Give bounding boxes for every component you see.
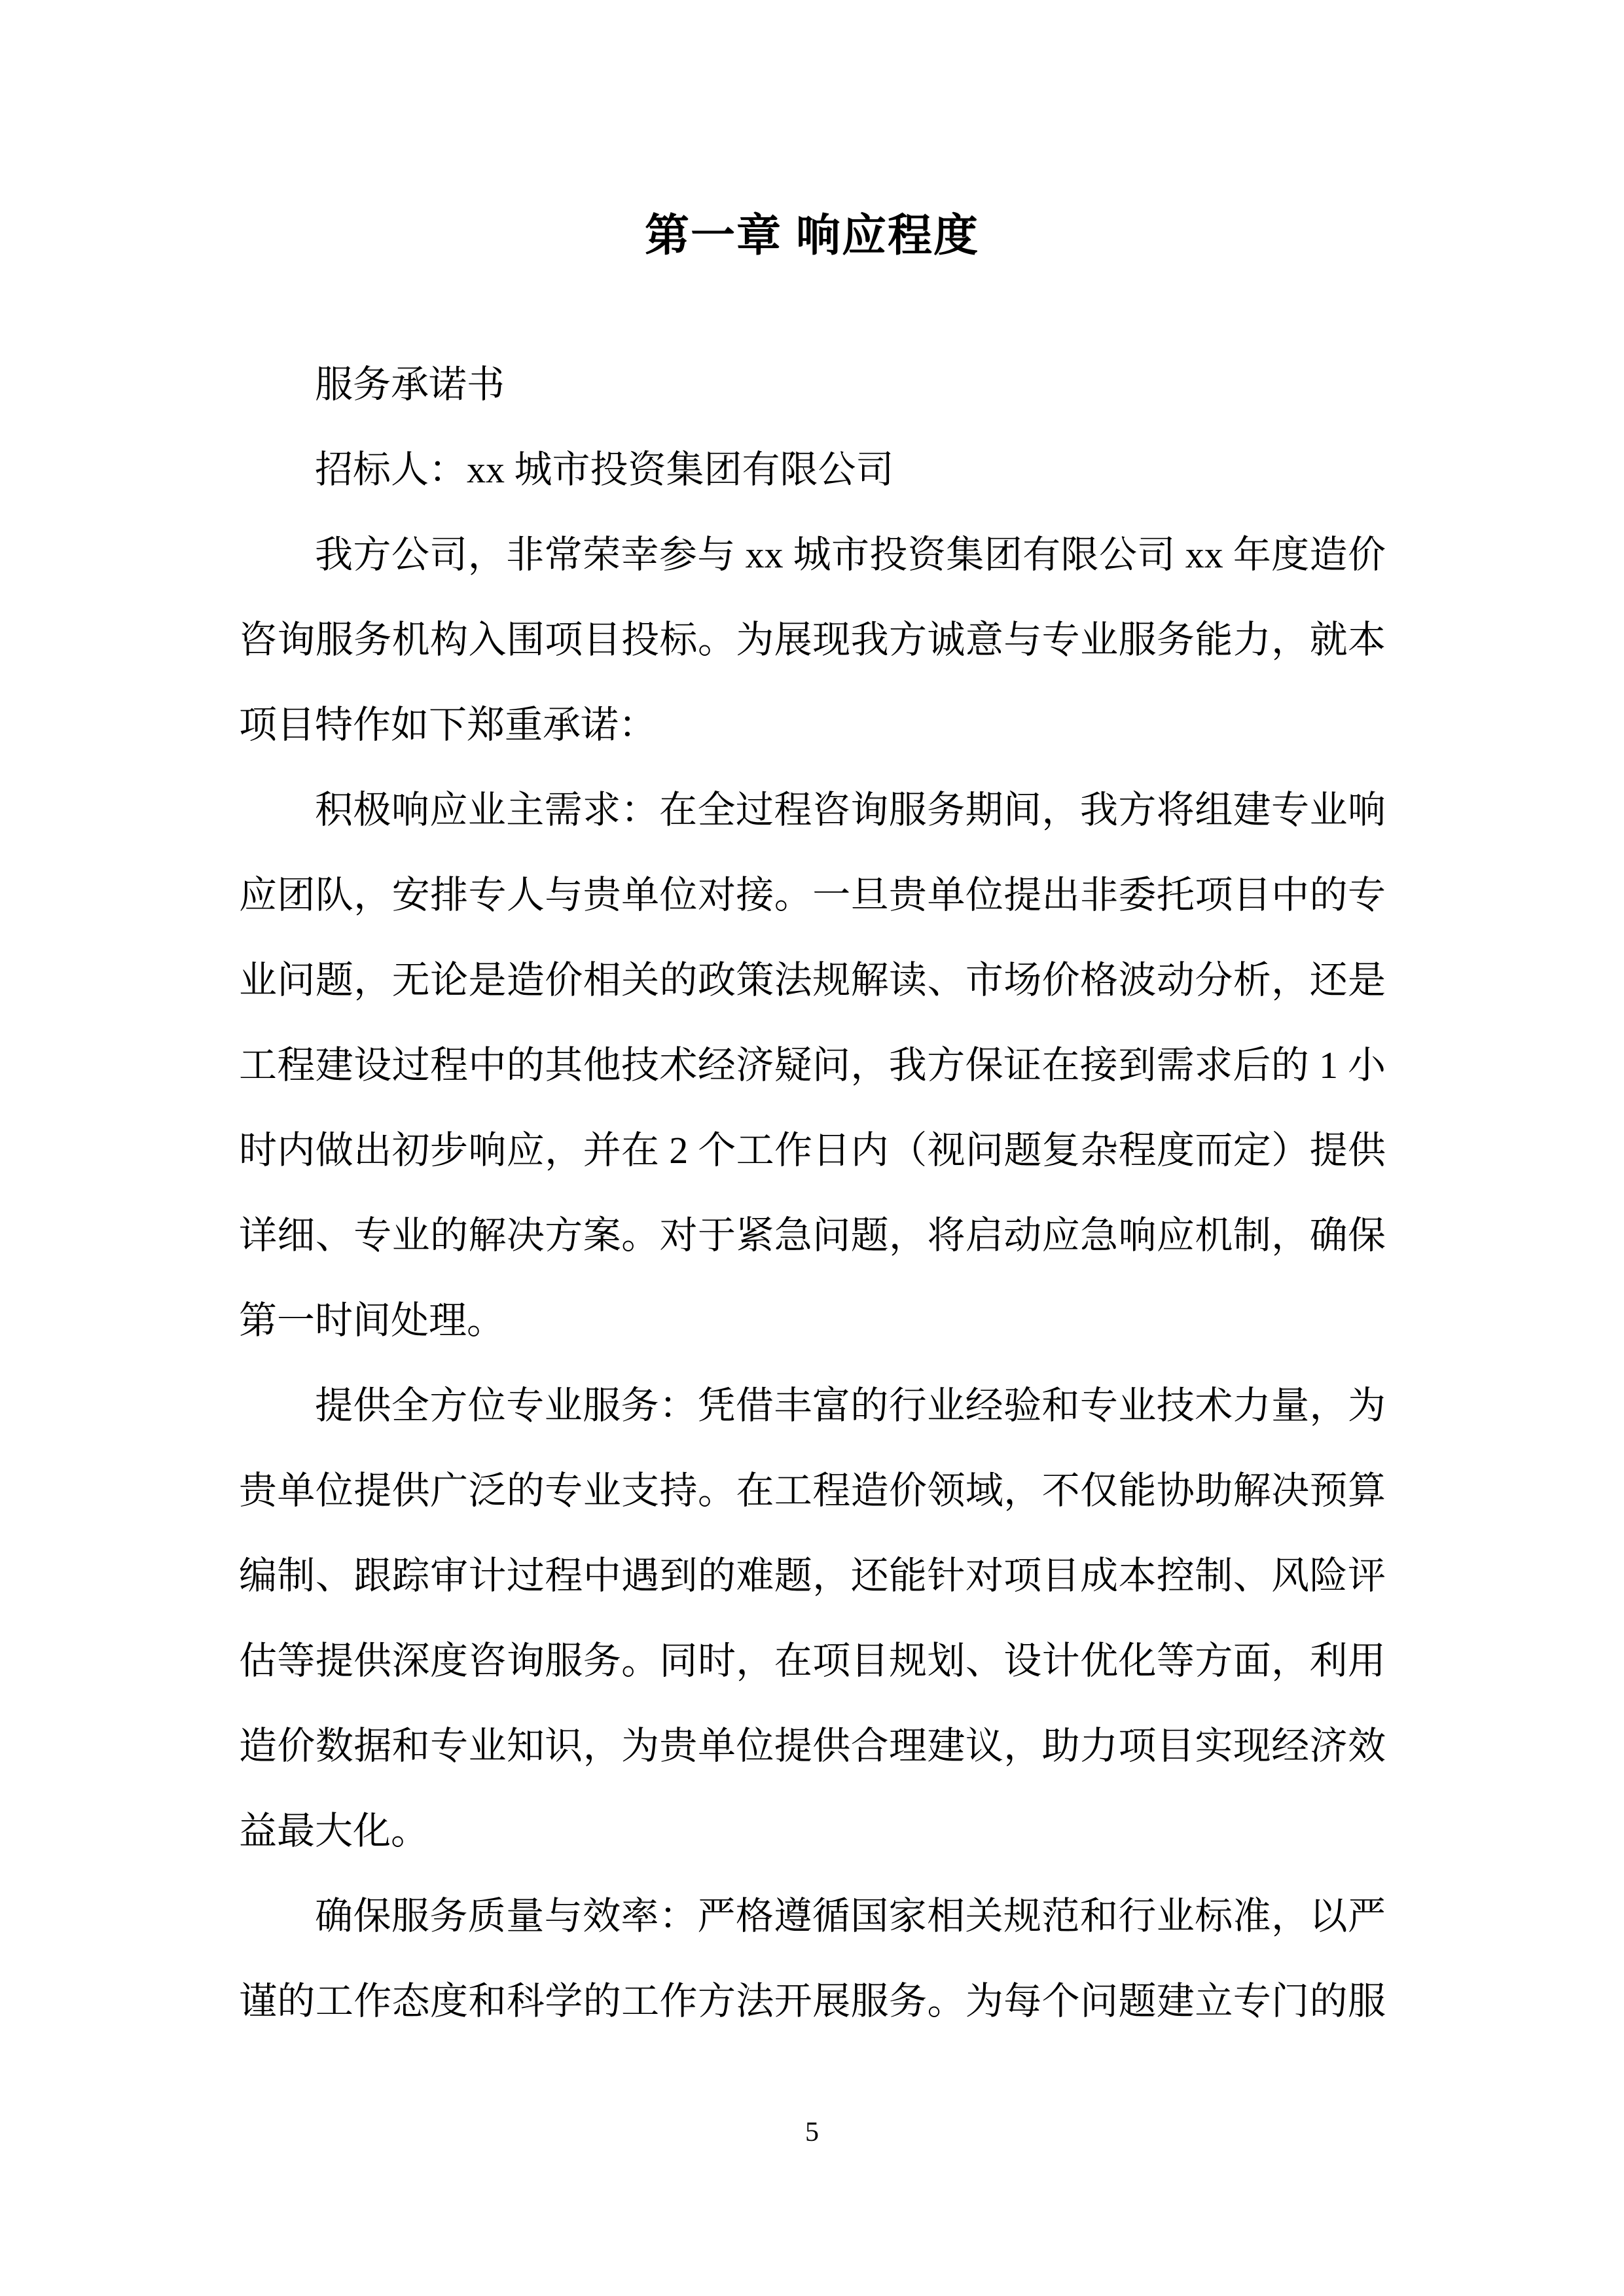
text-line: 谨的工作态度和科学的工作方法开展服务。为每个问题建立专门的服	[239, 1980, 1386, 2022]
text-line: 业问题，无论是造价相关的政策法规解读、市场价格波动分析，还是	[239, 959, 1386, 1001]
text-line: 估等提供深度咨询服务。同时，在项目规划、设计优化等方面，利用	[239, 1640, 1386, 1682]
text-line: 提供全方位专业服务：凭借丰富的行业经验和专业技术力量，为	[315, 1384, 1386, 1427]
text-line: 招标人：xx 城市投资集团有限公司	[315, 448, 894, 491]
chapter-title: 第一章 响应程度	[645, 211, 979, 260]
text-line: 编制、跟踪审计过程中遇到的难题，还能针对项目成本控制、风险评	[239, 1554, 1386, 1597]
text-line: 造价数据和专业知识，为贵单位提供合理建议，助力项目实现经济效	[239, 1725, 1386, 1767]
text-line: 服务承诺书	[315, 363, 505, 406]
text-line: 贵单位提供广泛的专业支持。在工程造价领域，不仅能协助解决预算	[239, 1469, 1386, 1512]
text-line: 项目特作如下郑重承诺：	[239, 704, 657, 746]
document-body	[239, 342, 1386, 2044]
text-line: 我方公司，非常荣幸参与 xx 城市投资集团有限公司 xx 年度造价	[315, 533, 1386, 576]
text-line: 确保服务质量与效率：严格遵循国家相关规范和行业标准，以严	[315, 1895, 1386, 1937]
text-line: 积极响应业主需求：在全过程咨询服务期间，我方将组建专业响	[315, 789, 1386, 831]
text-line: 工程建设过程中的其他技术经济疑问，我方保证在接到需求后的 1 小	[239, 1044, 1386, 1086]
text-line: 详细、专业的解决方案。对于紧急问题，将启动应急响应机制，确保	[239, 1214, 1386, 1257]
text-line: 时内做出初步响应，并在 2 个工作日内（视问题复杂程度而定）提供	[239, 1129, 1386, 1172]
text-line: 应团队，安排专人与贵单位对接。一旦贵单位提出非委托项目中的专	[239, 874, 1386, 916]
page-number: 5	[805, 2117, 819, 2147]
text-line: 益最大化。	[239, 1810, 429, 1852]
text-line: 咨询服务机构入围项目投标。为展现我方诚意与专业服务能力，就本	[239, 619, 1386, 661]
text-line: 第一时间处理。	[239, 1299, 505, 1342]
